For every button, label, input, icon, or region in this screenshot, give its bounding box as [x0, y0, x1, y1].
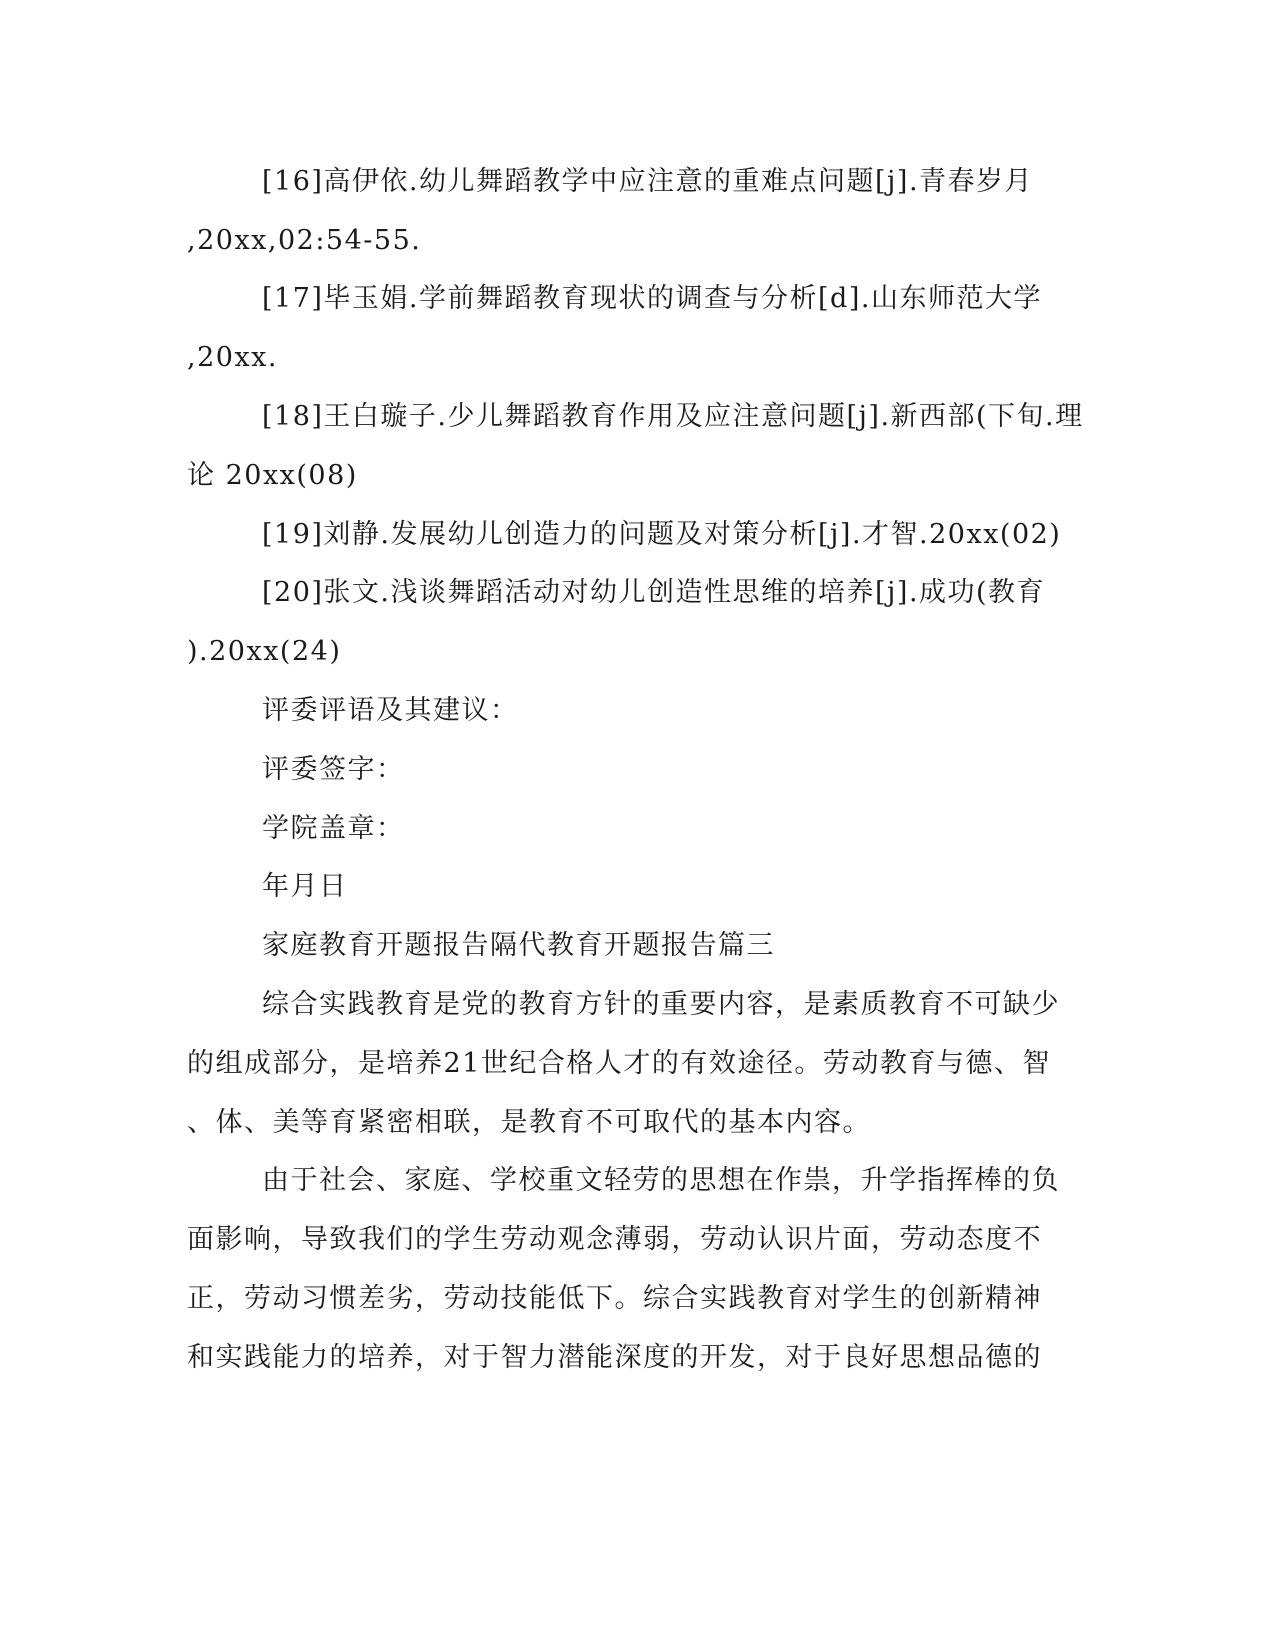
paragraph-2-line-1: 由于社会、家庭、学校重文轻劳的思想在作祟，升学指挥棒的负: [262, 1165, 1060, 1196]
reference-16-continued: ,20xx,02:54-55.: [187, 225, 422, 256]
paragraph-2-line-2: 面影响，导致我们的学生劳动观念薄弱，劳动认识片面，劳动态度不: [187, 1224, 1042, 1255]
reference-16: [16]高伊依.幼儿舞蹈教学中应注意的重难点问题[j].青春岁月: [262, 166, 1034, 197]
reviewer-comments-label: 评委评语及其建议：: [262, 695, 519, 726]
college-seal-label: 学院盖章：: [262, 813, 405, 844]
reference-18-continued: 论 20xx(08): [187, 460, 358, 491]
reviewer-signature-label: 评委签字：: [262, 754, 405, 785]
reference-18: [18]王白璇子.少儿舞蹈教育作用及应注意问题[j].新西部(下旬.理: [262, 401, 1084, 432]
reference-17: [17]毕玉娟.学前舞蹈教育现状的调查与分析[d].山东师范大学: [262, 283, 1042, 314]
reference-20: [20]张文.浅谈舞蹈活动对幼儿创造性思维的培养[j].成功(教育: [262, 577, 1046, 608]
paragraph-2-line-4: 和实践能力的培养，对于智力潜能深度的开发，对于良好思想品德的: [187, 1342, 1042, 1373]
paragraph-1-line-2: 的组成部分，是培养21世纪合格人才的有效途径。劳动教育与德、智: [187, 1048, 1051, 1079]
reference-20-continued: ).20xx(24): [187, 636, 342, 667]
paragraph-2-line-3: 正，劳动习惯差劣，劳动技能低下。综合实践教育对学生的创新精神: [187, 1283, 1042, 1314]
date-label: 年月日: [262, 871, 348, 902]
section-heading: 家庭教育开题报告隔代教育开题报告篇三: [262, 930, 775, 961]
paragraph-1-line-1: 综合实践教育是党的教育方针的重要内容，是素质教育不可缺少: [262, 989, 1060, 1020]
reference-19: [19]刘静.发展幼儿创造力的问题及对策分析[j].才智.20xx(02): [262, 519, 1062, 550]
reference-17-continued: ,20xx.: [187, 342, 278, 373]
paragraph-1-line-3: 、体、美等育紧密相联，是教育不可取代的基本内容。: [187, 1107, 871, 1138]
